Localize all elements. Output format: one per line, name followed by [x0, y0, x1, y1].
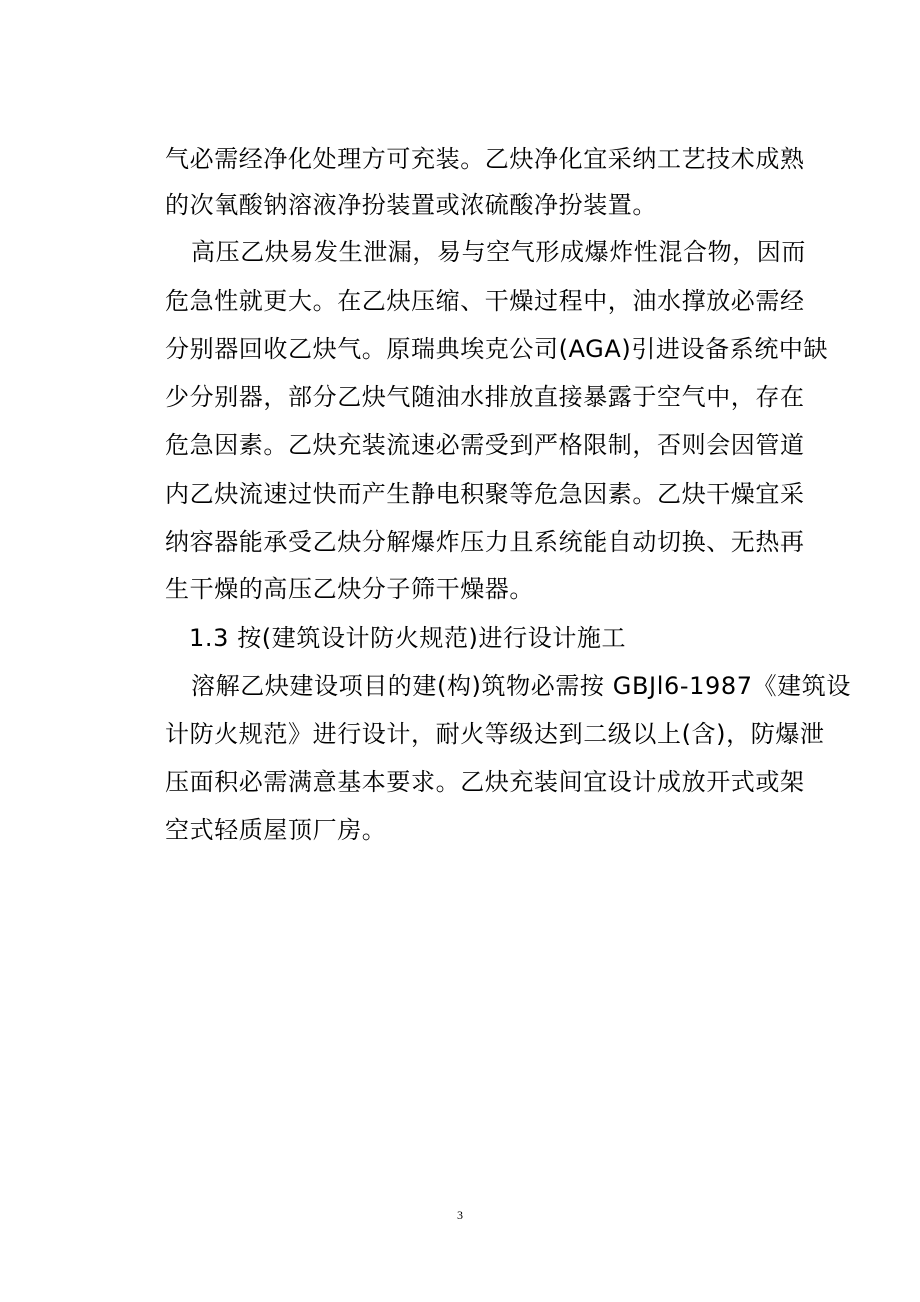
text-line: 分别器回收乙炔气。原瑞典埃克公司(AGA)引进设备系统中缺 — [165, 335, 829, 363]
text-line: 的次氧酸钠溶液净扮装置或浓硫酸净扮装置。 — [165, 191, 657, 219]
text-line: 纳容器能承受乙炔分解爆炸压力且系统能自动切换、无热再 — [165, 528, 805, 556]
page-number: 3 — [457, 1208, 463, 1222]
text-line: 空式轻质屋顶厂房。 — [165, 816, 387, 844]
text-line: 压面积必需满意基本要求。乙炔充装间宜设计成放开式或架 — [165, 768, 805, 796]
text-line: 少分别器，部分乙炔气随油水排放直接暴露于空气中，存在 — [165, 383, 805, 411]
text-line: 生干燥的高压乙炔分子筛干燥器。 — [165, 575, 534, 603]
text-line: 危急性就更大。在乙炔压缩、干燥过程中，油水撑放必需经 — [165, 287, 805, 315]
text-line: 危急因素。乙炔充装流速必需受到严格限制，否则会因管道 — [165, 431, 805, 459]
text-line: 计防火规范》进行设计，耐火等级达到二级以上(含)，防爆泄 — [165, 720, 825, 748]
section-heading: 1.3 按(建筑设计防火规范)进行设计施工 — [189, 624, 627, 652]
text-line: 高压乙炔易发生泄漏，易与空气形成爆炸性混合物，因而 — [191, 238, 806, 266]
text-line: 内乙炔流速过快而产生静电积聚等危急因素。乙炔干燥宜采 — [165, 480, 805, 508]
text-line: 气必需经净化处理方可充装。乙炔净化宜采纳工艺技术成熟 — [165, 145, 805, 173]
text-line: 溶解乙炔建设项目的建(构)筑物必需按 GBJl6-1987《建筑设 — [191, 672, 851, 700]
